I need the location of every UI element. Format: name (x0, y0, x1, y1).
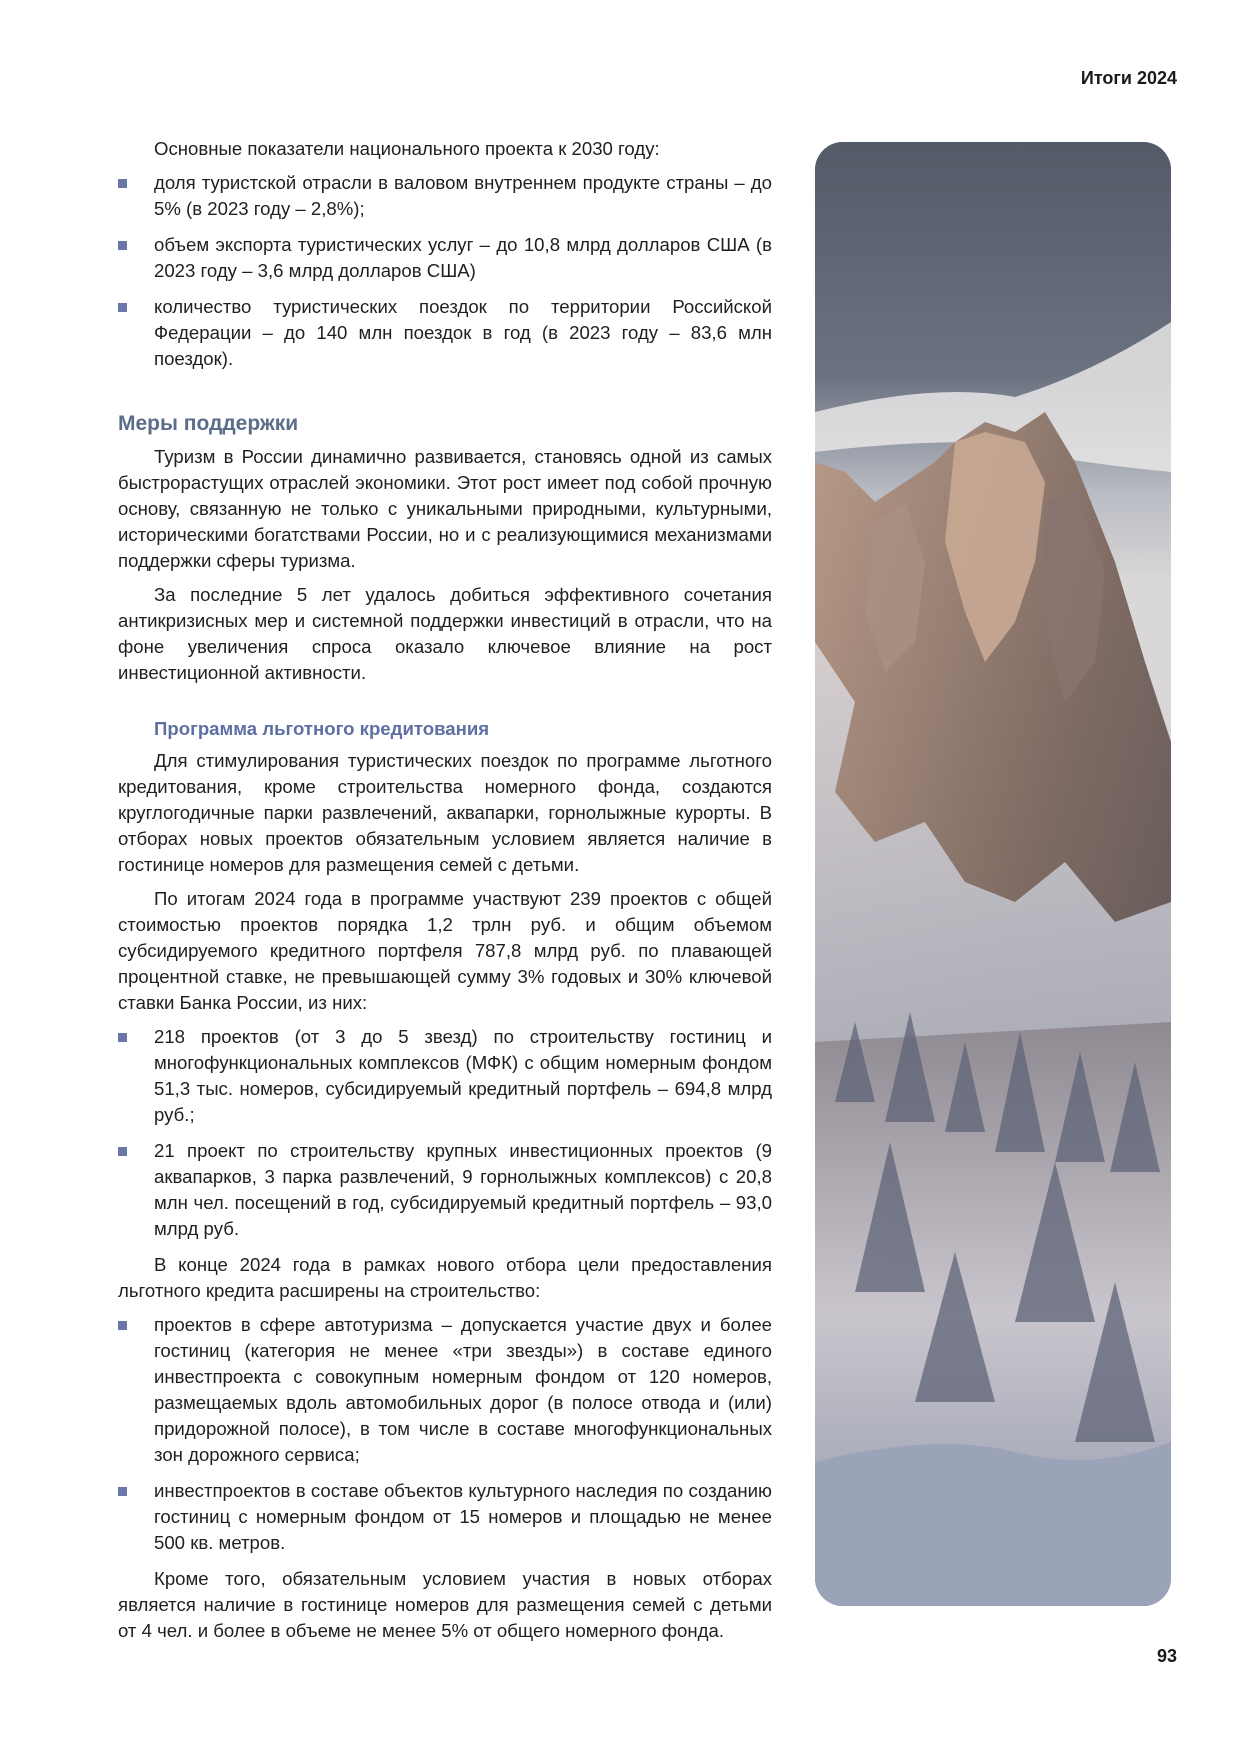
square-bullet-icon (118, 241, 127, 250)
subsection-heading: Программа льготного кредитования (154, 718, 490, 739)
section-heading: Меры поддержки (118, 412, 299, 435)
project-item: 21 проект по строительству крупных инвестиционных проектов (9 аквапарков, 3 парка развлечений, 9 горнолыжных комплексов) с 20,8 млн чел. посещений в год, субсидируемый кредитный портфель – 93,0 млрд руб. (118, 1138, 772, 1242)
support-paragraph: За последние 5 лет удалось добиться эффективного сочетания антикризисных мер и системной поддержки инвестиций в отрасли, что на фоне увеличения спроса оказало ключевое влияние на рост инвестиционной активности. (118, 584, 772, 683)
square-bullet-icon (118, 1147, 127, 1156)
support-paragraph: Туризм в России динамично развивается, становясь одной из самых быстрорастущих отраслей экономики. Этот рост имеет под собой прочную основу, связанную не только с уникальными природными, культурными, историческими богатствами России, но и с реализующимися механизмами поддержки сферы туризма. (118, 446, 772, 571)
square-bullet-icon (118, 303, 127, 312)
winter-mountain-photo (815, 142, 1171, 1606)
credit-paragraph: По итогам 2024 года в программе участвуют 239 проектов с общей стоимостью проектов порядка 1,2 трлн руб. и общим объемом субсидируемого кредитного портфеля 787,8 млрд руб. по плавающей процентной ставке, не превышающей сумму 3% годовых и 30% ключевой ставки Банка России, из них: (118, 888, 772, 1013)
square-bullet-icon (118, 1033, 127, 1042)
expansion-item: инвестпроектов в составе объектов культурного наследия по созданию гостиниц с номерным фондом от 15 номеров и площадью не менее 500 кв. метров. (118, 1478, 772, 1556)
square-bullet-icon (118, 1321, 127, 1330)
indicator-item: количество туристических поездок по территории Российской Федерации – до 140 млн поездок в год (в 2023 году – 83,6 млн поездок). (118, 294, 772, 372)
main-text-column (118, 136, 772, 1652)
indicator-item: объем экспорта туристических услуг – до 10,8 млрд долларов США (в 2023 году – 3,6 млрд долларов США) (118, 232, 772, 284)
credit-paragraph: В конце 2024 года в рамках нового отбора цели предоставления льготного кредита расширены на строительство: (118, 1254, 772, 1301)
indicator-item: доля туристской отрасли в валовом внутреннем продукте страны – до 5% (в 2023 году – 2,8%); (118, 170, 772, 222)
square-bullet-icon (118, 1487, 127, 1496)
credit-paragraph: Кроме того, обязательным условием участия в новых отборах является наличие в гостинице номеров для размещения семей с детьми от 4 чел. и более в объеме не менее 5% от общего номерного фонда. (118, 1568, 772, 1641)
expansion-item: проектов в сфере автотуризма – допускается участие двух и более гостиниц (категория не менее «три звезды») в составе единого инвестпроекта с совокупным номерным фондом от 120 номеров, размещаемых вдоль автомобильных дорог (в полосе отвода и (или) придорожной полосе), в том числе в составе многофункциональных зон дорожного сервиса; (118, 1312, 772, 1468)
mountain-landscape-image (815, 142, 1171, 1606)
running-header: Итоги 2024 (1080, 68, 1177, 88)
page-number: 93 (1156, 1646, 1177, 1666)
square-bullet-icon (118, 179, 127, 188)
credit-paragraph: Для стимулирования туристических поездок по программе льготного кредитования, кроме строительства номерного фонда, создаются круглогодичные парки развлечений, аквапарки, горнолыжные курорты. В отборах новых проектов обязательным условием является наличие в гостинице номеров для размещения семей с детьми. (118, 750, 772, 875)
intro-paragraph: Основные показатели национального проекта к 2030 году: (154, 138, 660, 159)
project-item: 218 проектов (от 3 до 5 звезд) по строительству гостиниц и многофункциональных комплексов (МФК) с общим номерным фондом 51,3 тыс. номеров, субсидируемый кредитный портфель – 694,8 млрд руб.; (118, 1024, 772, 1128)
